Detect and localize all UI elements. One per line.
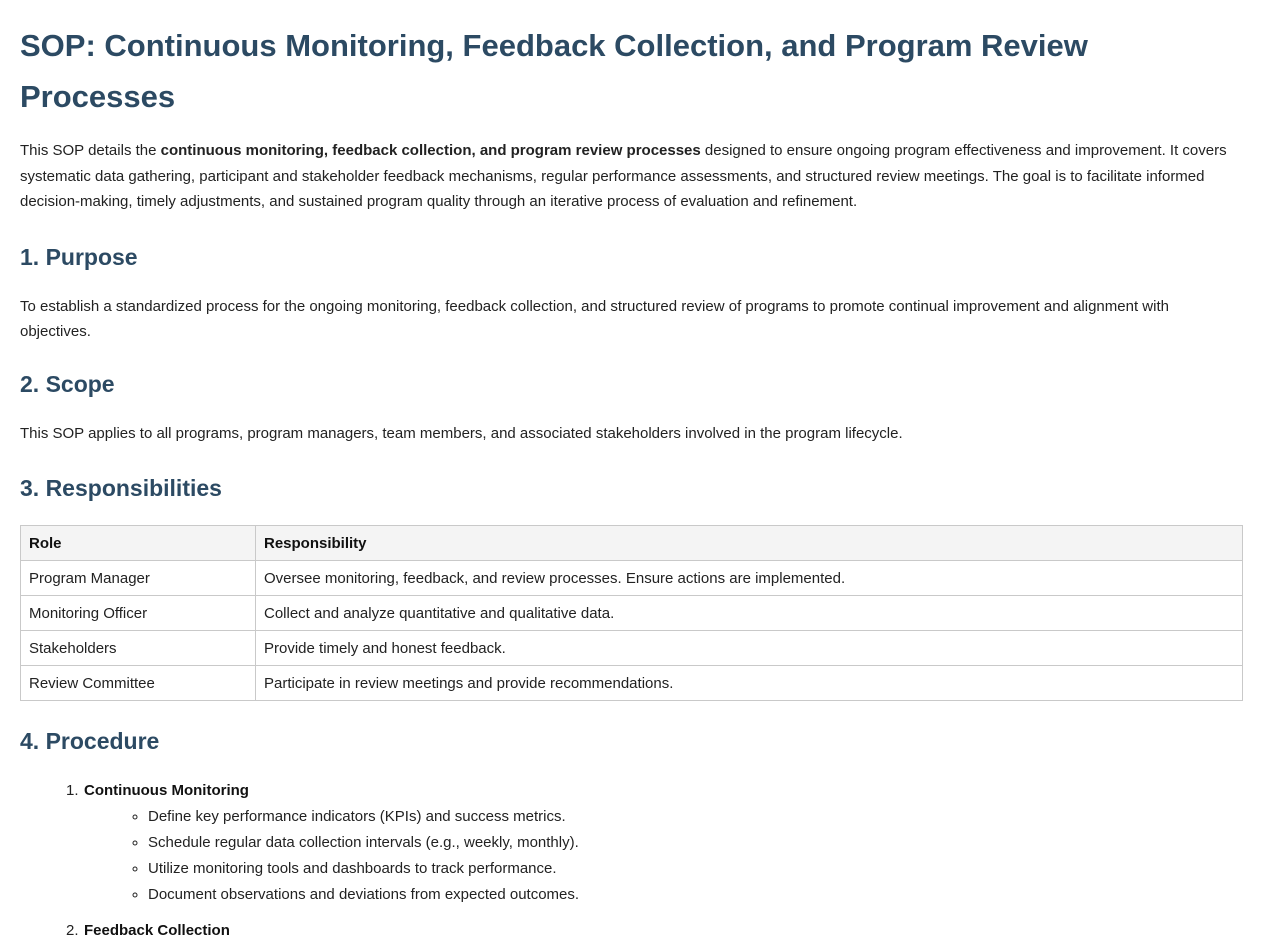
step-title: Continuous Monitoring bbox=[84, 782, 249, 799]
procedure-step bbox=[66, 778, 1243, 908]
table-cell-role: Program Manager bbox=[21, 561, 256, 596]
responsibilities-table bbox=[20, 525, 1243, 701]
table-header-row bbox=[21, 526, 1243, 561]
section-heading-purpose: 1. Purpose bbox=[20, 243, 138, 270]
scope-text: This SOP applies to all programs, program managers, team members, and associated stakeholders involved in the program lifecycle. bbox=[20, 424, 903, 442]
table-cell-responsibility: Collect and analyze quantitative and qualitative data. bbox=[256, 596, 1243, 631]
page-title: SOP: Continuous Monitoring, Feedback Collection, and Program Review Processes bbox=[20, 28, 1088, 114]
table-header-responsibility: Responsibility bbox=[256, 526, 1243, 561]
procedure-list bbox=[20, 778, 1243, 944]
table-cell-role: Monitoring Officer bbox=[21, 596, 256, 631]
table-cell-responsibility: Oversee monitoring, feedback, and review processes. Ensure actions are implemented. bbox=[256, 561, 1243, 596]
section-heading-responsibilities: 3. Responsibilities bbox=[20, 475, 222, 501]
table-cell-responsibility: Provide timely and honest feedback. bbox=[256, 631, 1243, 666]
table-cell-role: Review Committee bbox=[21, 666, 256, 701]
procedure-step bbox=[66, 918, 1243, 944]
table-cell-responsibility: Participate in review meetings and provide recommendations. bbox=[256, 666, 1243, 701]
table-cell-role: Stakeholders bbox=[21, 631, 256, 666]
intro-text-after: designed to ensure ongoing program effectiveness and improvement. It covers systematic data gathering, participant and stakeholder feedback mechanisms, regular performance assessments, and structured review meetings. The goal is to facilitate informed decision-making, timely adjustments, and sustained program quality through an iterative process of evaluation and refinement. bbox=[20, 142, 1227, 210]
section-heading-procedure: 4. Procedure bbox=[20, 728, 160, 754]
intro-text-before: This SOP details the bbox=[20, 142, 161, 159]
step-number: 1. bbox=[66, 782, 79, 799]
step-number: 2. bbox=[66, 922, 79, 939]
intro-paragraph bbox=[20, 138, 1243, 215]
step-title: Feedback Collection bbox=[84, 922, 230, 939]
list-item: ◦ Define key performance indicators (KPIs) and success metrics. bbox=[148, 804, 1243, 830]
table-row bbox=[21, 666, 1243, 701]
table-row bbox=[21, 596, 1243, 631]
table-row bbox=[21, 561, 1243, 596]
list-item: ◦ Utilize monitoring tools and dashboards to track performance. bbox=[148, 856, 1243, 882]
intro-text-bold: continuous monitoring, feedback collection, and program review processes bbox=[160, 142, 701, 159]
step-sublist bbox=[84, 804, 1243, 908]
section-heading-scope: 2. Scope bbox=[20, 370, 115, 397]
list-item: ◦ Document observations and deviations from expected outcomes. bbox=[148, 882, 1243, 908]
table-row bbox=[21, 631, 1243, 666]
purpose-text: To establish a standardized process for the ongoing monitoring, feedback collection, and structured review of programs to promote continual improvement and alignment with objectives. bbox=[20, 297, 1169, 340]
list-item: ◦ Schedule regular data collection intervals (e.g., weekly, monthly). bbox=[148, 830, 1243, 856]
table-header-role: Role bbox=[21, 526, 256, 561]
